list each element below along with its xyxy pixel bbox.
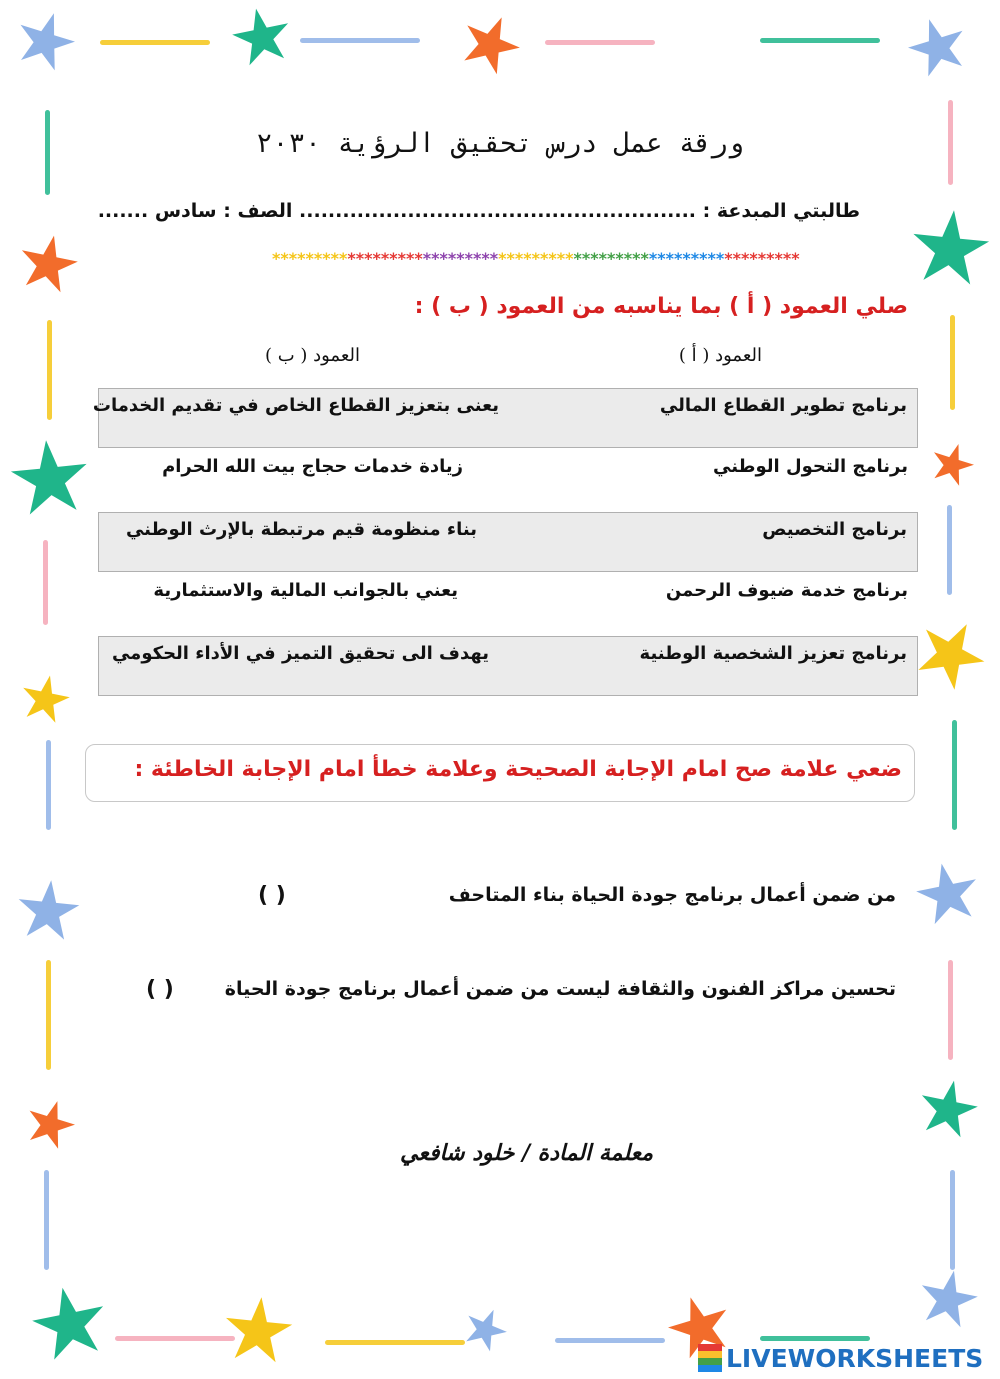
column-b-item[interactable]: يهدف الى تحقيق التميز في الأداء الحكومي [111,643,489,664]
star-icon [221,1295,295,1369]
column-a-header: العمود ( أ ) [678,345,762,366]
answer-box[interactable]: ( ) [258,883,286,908]
liveworksheets-logo-icon [698,1344,722,1372]
liveworksheets-brand[interactable] [698,1343,983,1373]
star-icon [230,6,294,70]
star-separator: *************************************************************** [272,249,800,268]
star-icon [16,233,80,297]
border-stroke [950,1170,955,1270]
matching-row [98,574,918,634]
border-stroke [115,1336,235,1341]
worksheet-title: ورقة عمل درس تحقيق الرؤية ٢٠٣٠ [256,128,744,159]
true-false-statement: تحسين مراكز الفنون والثقافة ليست من ضمن أعمال برنامج جودة الحياة [224,978,896,1000]
star-icon [23,1098,77,1152]
true-false-statement: من ضمن أعمال برنامج جودة الحياة بناء المتاحف [448,884,896,906]
star-icon [30,1285,110,1365]
border-stroke [325,1340,465,1345]
star-icon [13,10,77,74]
column-a-item[interactable]: برنامج تطوير القطاع المالي [659,395,907,416]
border-stroke [545,40,655,45]
column-b-item[interactable]: زيادة خدمات حجاج بيت الله الحرام [162,456,463,477]
column-b-item[interactable]: يعني بالجوانب المالية والاستثمارية [153,580,458,601]
column-a-item[interactable]: برنامج التحول الوطني [712,456,908,477]
border-stroke [760,1336,870,1341]
matching-row [98,512,918,572]
border-stroke [950,315,955,410]
border-stroke [47,320,52,420]
star-icon [916,1268,980,1332]
brand-name: LIVEWORKSHEETS [726,1343,984,1373]
star-icon [914,861,982,929]
star-icon [928,441,976,489]
border-stroke [46,740,51,830]
column-b-header: العمود ( ب ) [264,345,360,366]
column-a-item[interactable]: برنامج تعزيز الشخصية الوطنية [639,643,907,664]
star-icon [458,13,522,77]
border-stroke [44,1170,49,1270]
star-icon [8,438,92,522]
column-b-item[interactable]: يعنى بتعزيز القطاع الخاص في تقديم الخدمات [92,395,499,416]
column-a-item[interactable]: برنامج خدمة ضيوف الرحمن [665,580,908,601]
border-stroke [100,40,210,45]
matching-row [98,450,918,510]
column-a-item[interactable]: برنامج التخصيص [762,519,907,540]
border-stroke [555,1338,665,1343]
star-icon [18,673,72,727]
matching-instruction: صلي العمود ( أ ) بما يناسبه من العمود ( ب ) : [414,294,908,319]
border-stroke [947,505,952,595]
star-icon [908,208,992,292]
star-icon [913,618,987,692]
border-stroke [952,720,957,830]
student-info-line: طالبتي المبدعة : ....................................................... الصف : سادس ....... [97,200,860,222]
star-icon [916,1078,980,1142]
matching-row [92,388,918,448]
matching-row [98,636,918,696]
star-icon [14,878,82,946]
star-icon [906,16,970,80]
border-stroke [948,960,953,1060]
star-icon [461,1306,509,1354]
border-stroke [46,960,51,1070]
border-stroke [760,38,880,43]
column-b-item[interactable]: بناء منظومة قيم مرتبطة بالإرث الوطني [125,519,477,540]
true-false-instruction: ضعي علامة صح امام الإجابة الصحيحة وعلامة خطأ امام الإجابة الخاطئة : [134,757,902,782]
border-stroke [43,540,48,625]
answer-box[interactable]: ( ) [146,977,174,1002]
teacher-signature: معلمة المادة / خلود شافعي [400,1140,654,1166]
border-stroke [300,38,420,43]
